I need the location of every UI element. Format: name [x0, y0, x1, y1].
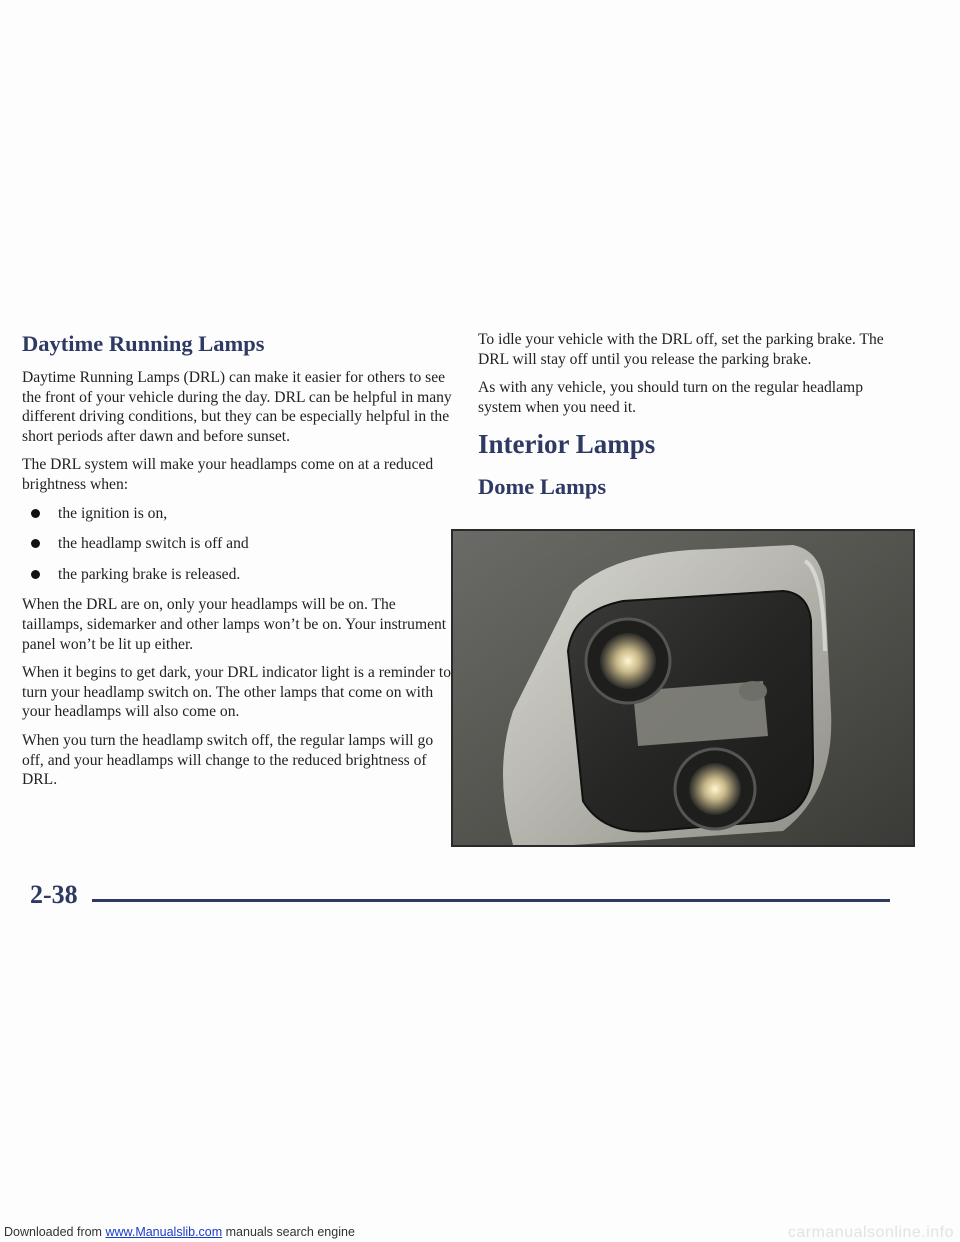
footer-rule [92, 899, 890, 902]
watermark-text: carmanualsonline.info [787, 1224, 954, 1241]
manualslib-link[interactable]: www.Manualslib.com [105, 1225, 223, 1239]
interior-lamps-heading: Interior Lamps [478, 429, 656, 460]
drl-dark-paragraph: When it begins to get dark, your DRL indicator light is a reminder to turn your headlamp switch on. The other lamps that come on with your headlamps will also come on. [22, 664, 452, 721]
download-footer [0, 1224, 960, 1242]
bullet-icon [31, 509, 40, 518]
list-item [22, 565, 452, 585]
drl-idle-paragraph: To idle your vehicle with the DRL off, set the parking brake. The DRL will stay off until you release the parking brake. [478, 331, 884, 368]
list-item-text: the headlamp switch is off and [58, 535, 249, 553]
daytime-running-lamps-heading: Daytime Running Lamps [22, 331, 265, 356]
bullet-icon [31, 539, 40, 548]
drl-conditions-paragraph: The DRL system will make your headlamps come on at a reduced brightness when: [22, 456, 434, 493]
dome-lamp-photo [451, 529, 915, 847]
dome-lamps-heading: Dome Lamps [478, 474, 607, 500]
right-column [478, 330, 898, 511]
drl-switch-off-paragraph: When you turn the headlamp switch off, the regular lamps will go off, and your headlamps will change to the reduced brightness of DRL. [22, 731, 434, 789]
drl-on-paragraph: When the DRL are on, only your headlamps will be on. The taillamps, sidemarker and other lamps won’t be on. Your instrument panel won’t be lit up either. [22, 596, 447, 653]
drl-intro-paragraph: Daytime Running Lamps (DRL) can make it easier for others to see the front of your vehicle during the day. DRL can be helpful in many different driving conditions, but they can be especially helpful in the short periods after dawn and before sunset. [22, 369, 452, 445]
bullet-icon [31, 570, 40, 579]
download-suffix: manuals search engine [222, 1225, 355, 1239]
list-item-text: the parking brake is released. [58, 565, 241, 583]
list-item-text: the ignition is on, [58, 504, 168, 522]
list-item [22, 534, 452, 554]
download-source [4, 1225, 355, 1239]
regular-headlamp-paragraph: As with any vehicle, you should turn on the regular headlamp system when you need it. [478, 379, 863, 416]
left-column [22, 330, 452, 799]
download-prefix: Downloaded from [4, 1225, 106, 1239]
drl-conditions-list [22, 504, 452, 585]
dome-lamp-illustration [453, 531, 913, 845]
page-number: 2-38 [30, 880, 78, 909]
list-item [22, 504, 452, 524]
